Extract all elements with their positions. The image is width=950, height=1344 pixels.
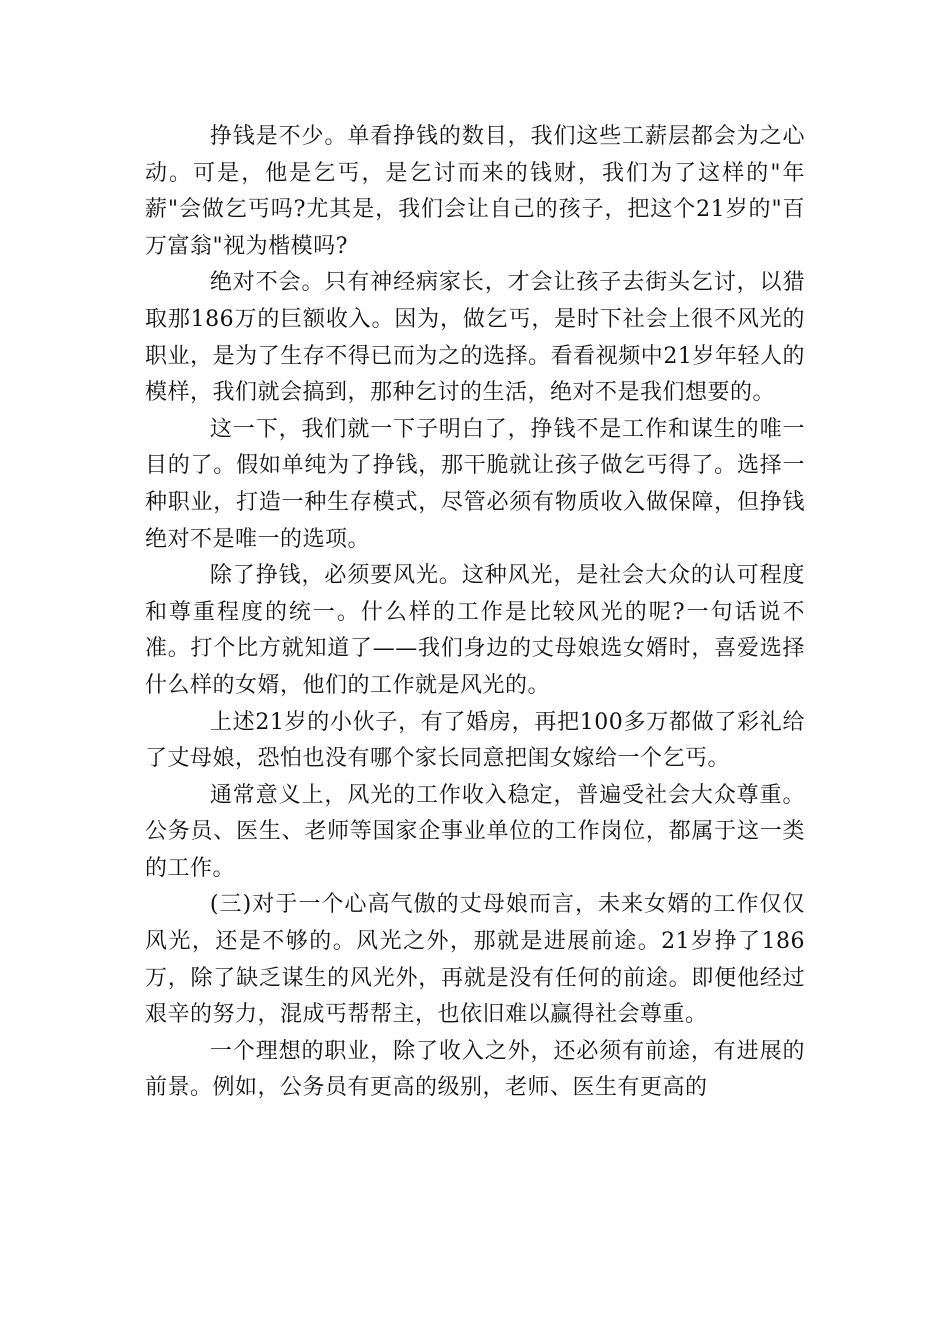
paragraph-6: 通常意义上，风光的工作收入稳定，普遍受社会大众尊重。公务员、医生、老师等国家企事业单位的工作岗位，都属于这一类的工作。 — [145, 782, 805, 881]
paragraph-3: 这一下，我们就一下子明白了，挣钱不是工作和谋生的唯一目的了。假如单纯为了挣钱，那干脆就让孩子做乞丐得了。选择一种职业，打造一种生存模式，尽管必须有物质收入做保障，但挣钱绝对不是唯一的选项。 — [145, 416, 805, 552]
paragraph-8: 一个理想的职业，除了收入之外，还必须有前途，有进展的前景。例如，公务员有更高的级别，老师、医生有更高的 — [145, 1038, 805, 1101]
paragraph-2: 绝对不会。只有神经病家长，才会让孩子去街头乞讨，以猎取那186万的巨额收入。因为，做乞丐，是时下社会上很不风光的职业，是为了生存不得已而为之的选择。看看视频中21岁年轻人的模样，我们就会搞到，那种乞讨的生活，绝对不是我们想要的。 — [145, 270, 805, 406]
document-body — [145, 119, 805, 1107]
paragraph-7: (三)对于一个心高气傲的丈母娘而言，未来女婿的工作仅仅风光，还是不够的。风光之外，那就是进展前途。21岁挣了186万，除了缺乏谋生的风光外，再就是没有任何的前途。即便他经过艰辛的努力，混成丐帮帮主，也依旧难以赢得社会尊重。 — [145, 892, 805, 1028]
paragraph-5: 上述21岁的小伙子，有了婚房，再把100多万都做了彩礼给了丈母娘，恐怕也没有哪个家长同意把闺女嫁给一个乞丐。 — [145, 709, 805, 772]
paragraph-4: 除了挣钱，必须要风光。这种风光，是社会大众的认可程度和尊重程度的统一。什么样的工作是比较风光的呢?一句话说不准。打个比方就知道了——我们身边的丈母娘选女婿时，喜爱选择什么样的女婿，他们的工作就是风光的。 — [145, 563, 805, 698]
paragraph-1: 挣钱是不少。单看挣钱的数目，我们这些工薪层都会为之心动。可是，他是乞丐，是乞讨而来的钱财，我们为了这样的"年薪"会做乞丐吗?尤其是，我们会让自己的孩子，把这个21岁的"百万富翁"视为楷模吗? — [145, 124, 805, 259]
